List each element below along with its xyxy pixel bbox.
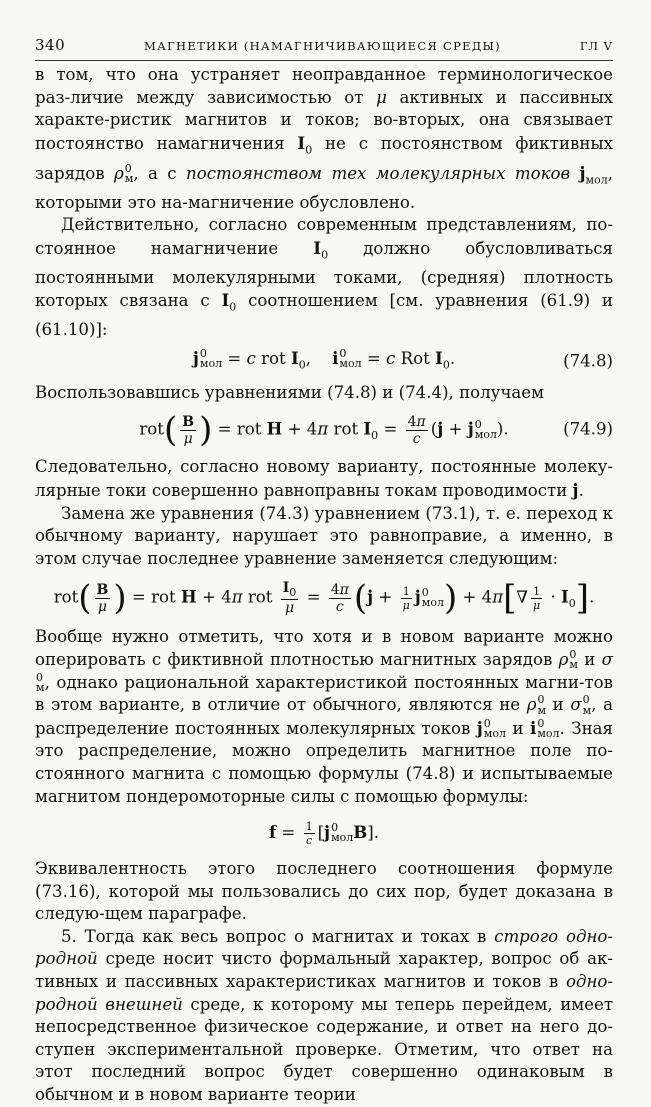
paragraph-6: Вообще нужно отметить, что хотя и в новом варианте можно оперировать с фиктивной плотностью магнитных зарядов ρ 0 м и σ 0 м , однако рациональной характеристикой постоянных магни-тов в этом варианте, в отличие от обычного, являются не ρ 0 м и σ 0 м , а распределение постоянных молекулярных токов j 0 мол и i 0 мол . Зная это распределение, можно определить магнитное поле по-стоянного магнита с помощью формулы (74.8) и испытываемые магнитом пондеромоторные силы с помощью формулы: (35, 627, 614, 806)
equation-unnumbered-1: rot( $\frac{B}{\mu}$ ) = rot H + 4π rot $\frac{I_0}{\mu}$ = $\frac{4\pi}{c}$ (j + $\frac{1}{\mu}$ j 0 мол ) + 4π[∇ $\frac{1}{\mu}$ · $I_0$]. (53, 578, 595, 619)
running-title: МАГНЕТИКИ (НАМАГНИЧИВАЮЩИЕСЯ СРЕДЫ) (144, 39, 501, 53)
equation-force: f = $\frac{1}{c}$ [j 0 мол B]. (268, 819, 380, 847)
paragraph-1: в том, что она устраняет неоправданное терминологическое раз-личие между зависимостью от μ активных и пассивных характе-ристик магнитов и токов; во-вторых, она связывает постоянство намагничения $I_0$ не с постоянством фиктивных зарядов ρ 0 м , а с постоянством тех молекулярных токов $j_{мол}$, которыми это на-магничение обусловлено. (35, 65, 614, 212)
paragraph-8: 5. Тогда как весь вопрос о магнитах и токах в строго одно-родной среде носит чисто формальный характер, вопрос об ак-тивных и пассивных характеристиках магнитов и токов в одно-родной внешней среде, к которому мы теперь перейдем, имеет непосредственное физическое содержание, и ответ на него до-ступен экспериментальной проверке. Отметим, что ответ на этот последний вопрос будет совершенно одинаковым в обычном и в новом варианте теории (35, 926, 613, 1105)
equation-number: (74.9) (563, 420, 613, 440)
paragraph-7: Эквивалентность этого последнего соотношения формуле (73.16), которой мы пользовались до сих пор, будет доказана в следую-щем параграфе. (35, 859, 613, 924)
page-number: 340 (35, 36, 66, 54)
body-text (35, 64, 613, 1107)
paragraph-2: Действительно, согласно современным представлениям, по-стоянное намагничение $I_0$ должно обусловливаться постоянными молекулярными токами, (средняя) плотность которых связана с $I_0$ соотношением [см. уравнения (61.9) и (61.10)]: (35, 215, 613, 340)
equation-74-8: j 0 мол = c rot $I_0$, i 0 мол = c Rot $I_0$. (74.8) (192, 346, 613, 372)
header-rule (35, 60, 613, 61)
chapter-label: ГЛ V (579, 39, 613, 53)
paragraph-4: Следовательно, согласно новому варианту, постоянные молеку-лярные токи совершенно равноправны токам проводимости j. (35, 457, 613, 500)
paragraph-5: Замена же уравнения (74.3) уравнением (73.1), т. е. переход к обычному варианту, нарушает это равноправие, а именно, в этом случае последнее уравнение заменяется следующим: (35, 503, 613, 568)
equation-number: (74.8) (563, 351, 613, 371)
page-header (35, 36, 613, 56)
equation-74-9: rot( $\frac{B}{\mu}$ ) = rot H + 4π rot $I_0$ = $\frac{4\pi}{c}$ (j + j 0 мол ). (74.9) (139, 410, 613, 451)
paragraph-3: Воспользовавшись уравнениями (74.8) и (74.4), получаем (35, 382, 545, 402)
